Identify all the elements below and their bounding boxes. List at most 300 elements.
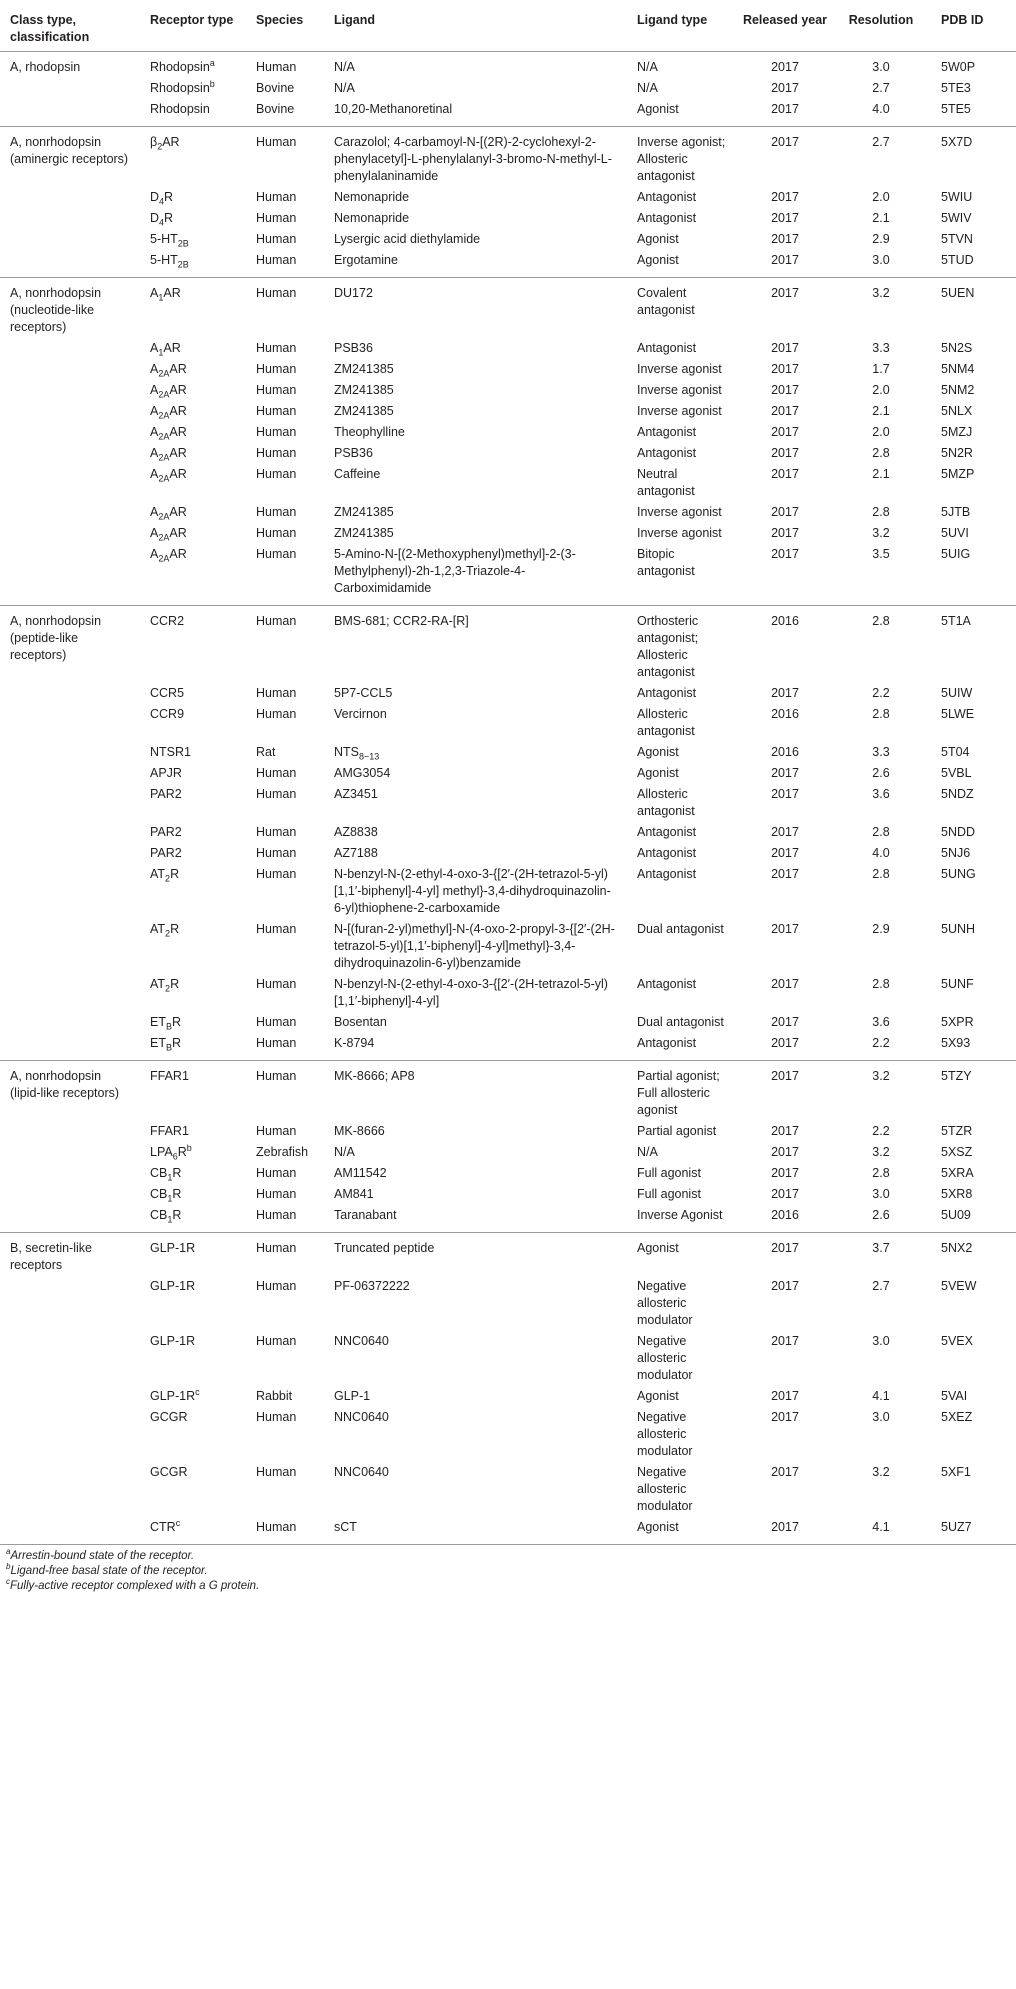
cell-pdb-id (931, 443, 1016, 464)
receptor-name: FFAR1 (150, 1124, 189, 1138)
cell-classification (0, 52, 140, 79)
receptor-suffix: R (164, 211, 174, 225)
receptor-name: A (150, 383, 159, 397)
resolution-text: 2.2 (872, 1036, 890, 1050)
pdb-id-text: 5U09 (941, 1208, 971, 1222)
species-text: Human (256, 1124, 297, 1138)
cell-ligand-type (627, 606, 739, 684)
footnote-line (6, 1564, 1016, 1579)
pdb-id-text: 5TZR (941, 1124, 973, 1138)
resolution-text: 2.0 (872, 190, 890, 204)
footnotes (0, 1549, 1016, 1594)
cell-ligand-type (627, 78, 739, 99)
receptor-subscript: 2A (158, 452, 170, 463)
receptor-name: 5-HT (150, 253, 178, 267)
cell-ligand (324, 843, 627, 864)
cell-species (246, 401, 324, 422)
header-resolution: Resolution (831, 8, 931, 52)
cell-resolution (831, 784, 931, 822)
resolution-text: 2.1 (872, 404, 890, 418)
ligand-type-text: Antagonist (637, 341, 697, 355)
receptor-subscript: 2B (177, 238, 189, 249)
cell-receptor (140, 1331, 246, 1386)
ligand-text: Carazolol; 4-carbamoyl-N-[(2R)-2-cyclohexyl-2-phenylacetyl]-L-phenylalanyl-3-bromo-N-methyl-L-phenylalaninamide (334, 135, 612, 183)
cell-classification (0, 606, 140, 684)
cell-year (739, 683, 831, 704)
cell-pdb-id (931, 974, 1016, 1012)
cell-receptor (140, 763, 246, 784)
pdb-id-text: 5VEX (941, 1334, 973, 1348)
table-row (0, 523, 1016, 544)
cell-year (739, 127, 831, 188)
cell-year (739, 1233, 831, 1277)
receptor-suffix: R (170, 867, 180, 881)
cell-pdb-id (931, 422, 1016, 443)
cell-pdb-id (931, 1184, 1016, 1205)
ligand-type-text: Inverse agonist (637, 362, 722, 376)
ligand-text: AZ7188 (334, 846, 378, 860)
cell-species (246, 919, 324, 974)
pdb-id-text: 5T04 (941, 745, 970, 759)
year-text: 2017 (771, 787, 799, 801)
cell-resolution (831, 187, 931, 208)
cell-resolution (831, 1061, 931, 1122)
pdb-id-text: 5UVI (941, 526, 969, 540)
species-text: Human (256, 341, 297, 355)
cell-year (739, 401, 831, 422)
table-row (0, 127, 1016, 188)
year-text: 2017 (771, 547, 799, 561)
cell-ligand (324, 606, 627, 684)
cell-classification (0, 1012, 140, 1033)
cell-ligand-type (627, 187, 739, 208)
species-text: Human (256, 1520, 297, 1534)
cell-resolution (831, 1331, 931, 1386)
table-row (0, 822, 1016, 843)
year-text: 2017 (771, 977, 799, 991)
receptor-suffix: R (172, 1036, 182, 1050)
ligand-type-text: Agonist (637, 102, 679, 116)
table-row (0, 52, 1016, 79)
cell-year (739, 1012, 831, 1033)
year-text: 2017 (771, 1069, 799, 1083)
cell-resolution (831, 401, 931, 422)
cell-classification (0, 784, 140, 822)
receptor-subscript: 2A (158, 368, 170, 379)
cell-ligand (324, 443, 627, 464)
cell-receptor (140, 187, 246, 208)
ligand-type-text: Negative allosteric modulator (637, 1279, 693, 1327)
footnote-line (6, 1579, 1016, 1594)
classification-text: A, nonrhodopsin (lipid-like receptors) (10, 1069, 120, 1100)
cell-classification (0, 1205, 140, 1233)
year-text: 2017 (771, 846, 799, 860)
cell-year (739, 606, 831, 684)
ligand-type-text: N/A (637, 1145, 658, 1159)
receptor-name: LPA (150, 1145, 173, 1159)
ligand-text: sCT (334, 1520, 357, 1534)
receptor-suffix: R (172, 1015, 182, 1029)
ligand-type-text: Inverse agonist (637, 404, 722, 418)
classification-text: A, nonrhodopsin (aminergic receptors) (10, 135, 129, 166)
ligand-text: DU172 (334, 286, 373, 300)
year-text: 2017 (771, 446, 799, 460)
cell-year (739, 78, 831, 99)
pdb-id-text: 5NM4 (941, 362, 975, 376)
cell-receptor (140, 1386, 246, 1407)
year-text: 2017 (771, 526, 799, 540)
cell-year (739, 278, 831, 339)
receptor-name: AT (150, 867, 166, 881)
pdb-id-text: 5WIU (941, 190, 973, 204)
resolution-text: 3.6 (872, 1015, 890, 1029)
pdb-id-text: 5UEN (941, 286, 975, 300)
cell-ligand (324, 1121, 627, 1142)
cell-ligand-type (627, 1386, 739, 1407)
receptor-name: Rhodopsin (150, 102, 210, 116)
cell-ligand-type (627, 1033, 739, 1061)
cell-classification (0, 1517, 140, 1545)
year-text: 2017 (771, 60, 799, 74)
ligand-type-text: Agonist (637, 1389, 679, 1403)
species-text: Human (256, 467, 297, 481)
header-class: Class type, classification (0, 8, 140, 52)
year-text: 2017 (771, 211, 799, 225)
footnote-mark: b (6, 1562, 11, 1572)
species-text: Human (256, 1069, 297, 1083)
cell-pdb-id (931, 78, 1016, 99)
cell-ligand (324, 502, 627, 523)
cell-ligand-type (627, 1163, 739, 1184)
cell-species (246, 843, 324, 864)
cell-ligand-type (627, 919, 739, 974)
cell-classification (0, 704, 140, 742)
table-row (0, 919, 1016, 974)
cell-receptor (140, 338, 246, 359)
cell-classification (0, 401, 140, 422)
footnote-mark: c (195, 1386, 200, 1397)
resolution-text: 2.8 (872, 977, 890, 991)
receptor-name: GCGR (150, 1410, 188, 1424)
resolution-text: 4.1 (872, 1520, 890, 1534)
species-text: Human (256, 404, 297, 418)
cell-species (246, 544, 324, 606)
ligand-text: N/A (334, 81, 355, 95)
cell-species (246, 127, 324, 188)
cell-resolution (831, 544, 931, 606)
resolution-text: 2.2 (872, 1124, 890, 1138)
table-row (0, 502, 1016, 523)
cell-year (739, 464, 831, 502)
table-row (0, 742, 1016, 763)
cell-classification (0, 1142, 140, 1163)
receptor-suffix: AR (169, 383, 187, 397)
cell-resolution (831, 763, 931, 784)
cell-year (739, 1386, 831, 1407)
cell-ligand-type (627, 1142, 739, 1163)
receptor-subscript: 1 (167, 1214, 173, 1225)
cell-ligand (324, 422, 627, 443)
species-text: Human (256, 614, 297, 628)
cell-classification (0, 229, 140, 250)
receptor-name: CCR9 (150, 707, 185, 721)
footnote-text: Arrestin-bound state of the receptor. (10, 1550, 195, 1562)
species-text: Human (256, 1241, 297, 1255)
ligand-type-text: Partial agonist (637, 1124, 717, 1138)
receptor-name: A (150, 446, 159, 460)
footnote-text: Fully-active receptor complexed with a G protein. (10, 1580, 260, 1592)
year-text: 2017 (771, 1279, 799, 1293)
cell-year (739, 229, 831, 250)
ligand-text: NTS (334, 745, 359, 759)
table-row (0, 422, 1016, 443)
ligand-text: ZM241385 (334, 362, 394, 376)
year-text: 2017 (771, 686, 799, 700)
resolution-text: 2.7 (872, 81, 890, 95)
cell-ligand-type (627, 1331, 739, 1386)
receptor-name: GLP-1R (150, 1279, 196, 1293)
ligand-type-text: Agonist (637, 745, 679, 759)
cell-resolution (831, 843, 931, 864)
cell-year (739, 864, 831, 919)
table-row (0, 1184, 1016, 1205)
year-text: 2017 (771, 102, 799, 116)
table-row (0, 1517, 1016, 1545)
year-text: 2017 (771, 1241, 799, 1255)
table-row (0, 1462, 1016, 1517)
cell-species (246, 250, 324, 278)
cell-receptor (140, 1517, 246, 1545)
resolution-text: 2.8 (872, 446, 890, 460)
cell-pdb-id (931, 864, 1016, 919)
cell-classification (0, 99, 140, 127)
cell-year (739, 544, 831, 606)
ligand-text: Lysergic acid diethylamide (334, 232, 481, 246)
cell-year (739, 1517, 831, 1545)
cell-ligand (324, 380, 627, 401)
cell-resolution (831, 422, 931, 443)
ligand-type-text: Allosteric antagonist (637, 787, 695, 818)
receptor-subscript: 2A (158, 511, 170, 522)
cell-classification (0, 1163, 140, 1184)
receptor-name: A (150, 467, 159, 481)
cell-resolution (831, 742, 931, 763)
cell-receptor (140, 208, 246, 229)
cell-pdb-id (931, 1163, 1016, 1184)
cell-pdb-id (931, 1462, 1016, 1517)
species-text: Human (256, 211, 297, 225)
cell-ligand-type (627, 127, 739, 188)
cell-species (246, 1184, 324, 1205)
species-text: Human (256, 1279, 297, 1293)
cell-species (246, 704, 324, 742)
resolution-text: 3.5 (872, 547, 890, 561)
ligand-type-text: Partial agonist; Full allosteric agonist (637, 1069, 720, 1117)
ligand-type-text: Orthosteric antagonist; Allosteric antagonist (637, 614, 699, 679)
cell-ligand (324, 1033, 627, 1061)
cell-classification (0, 864, 140, 919)
resolution-text: 2.8 (872, 614, 890, 628)
resolution-text: 3.0 (872, 253, 890, 267)
receptor-subscript: 2 (157, 141, 163, 152)
year-text: 2017 (771, 286, 799, 300)
table-row (0, 99, 1016, 127)
receptor-suffix: R (170, 977, 180, 991)
ligand-type-text: Covalent antagonist (637, 286, 695, 317)
receptor-suffix: AR (169, 404, 187, 418)
resolution-text: 2.8 (872, 867, 890, 881)
cell-classification (0, 359, 140, 380)
cell-species (246, 359, 324, 380)
year-text: 2017 (771, 922, 799, 936)
cell-ligand-type (627, 1407, 739, 1462)
cell-receptor (140, 1142, 246, 1163)
ligand-text: AZ3451 (334, 787, 378, 801)
receptor-suffix: AR (169, 467, 187, 481)
receptor-subscript: 2A (158, 431, 170, 442)
pdb-id-text: 5NM2 (941, 383, 975, 397)
resolution-text: 3.2 (872, 1465, 890, 1479)
cell-classification (0, 464, 140, 502)
table-row (0, 683, 1016, 704)
receptor-suffix: R (172, 1166, 182, 1180)
cell-pdb-id (931, 1276, 1016, 1331)
receptor-suffix: AR (169, 526, 187, 540)
cell-receptor (140, 1233, 246, 1277)
resolution-text: 3.2 (872, 526, 890, 540)
cell-species (246, 1462, 324, 1517)
resolution-text: 2.8 (872, 825, 890, 839)
cell-year (739, 1407, 831, 1462)
footnote-mark: b (186, 1142, 192, 1153)
cell-receptor (140, 229, 246, 250)
receptor-subscript: 1 (158, 292, 164, 303)
resolution-text: 2.8 (872, 505, 890, 519)
cell-receptor (140, 443, 246, 464)
receptor-name: AT (150, 922, 166, 936)
ligand-subscript: 8−13 (359, 751, 380, 762)
cell-species (246, 1386, 324, 1407)
cell-pdb-id (931, 278, 1016, 339)
cell-year (739, 763, 831, 784)
receptor-name: Rhodopsin (150, 81, 210, 95)
cell-year (739, 1184, 831, 1205)
cell-species (246, 523, 324, 544)
receptor-suffix: R (164, 190, 174, 204)
receptor-name: GLP-1R (150, 1334, 196, 1348)
resolution-text: 4.0 (872, 846, 890, 860)
pdb-id-text: 5XR8 (941, 1187, 973, 1201)
cell-year (739, 1163, 831, 1184)
ligand-type-text: Dual antagonist (637, 1015, 724, 1029)
ligand-text: N-benzyl-N-(2-ethyl-4-oxo-3-{[2′-(2H-tetrazol-5-yl)[1,1′-biphenyl]-4-yl] (334, 977, 608, 1008)
receptor-subscript: 6 (172, 1151, 178, 1162)
cell-resolution (831, 606, 931, 684)
receptor-name: D (150, 190, 160, 204)
ligand-type-text: Agonist (637, 766, 679, 780)
receptor-name: A (150, 526, 159, 540)
species-text: Human (256, 846, 297, 860)
cell-classification (0, 1331, 140, 1386)
cell-classification (0, 1233, 140, 1277)
cell-ligand (324, 1163, 627, 1184)
ligand-type-text: Antagonist (637, 867, 697, 881)
cell-receptor (140, 742, 246, 763)
ligand-text: Vercirnon (334, 707, 387, 721)
cell-ligand (324, 127, 627, 188)
cell-ligand-type (627, 742, 739, 763)
cell-resolution (831, 822, 931, 843)
cell-species (246, 422, 324, 443)
cell-ligand (324, 52, 627, 79)
footnote-mark: c (6, 1577, 10, 1587)
table-row (0, 784, 1016, 822)
receptor-subscript: 4 (159, 196, 165, 207)
cell-receptor (140, 250, 246, 278)
ligand-text: ZM241385 (334, 505, 394, 519)
pdb-id-text: 5NDD (941, 825, 976, 839)
cell-receptor (140, 1205, 246, 1233)
cell-classification (0, 78, 140, 99)
cell-pdb-id (931, 1407, 1016, 1462)
table-row (0, 464, 1016, 502)
cell-classification (0, 208, 140, 229)
receptor-subscript: 1 (167, 1193, 173, 1204)
ligand-text: ZM241385 (334, 526, 394, 540)
cell-pdb-id (931, 464, 1016, 502)
cell-ligand (324, 822, 627, 843)
ligand-text: Theophylline (334, 425, 405, 439)
classification-text: A, nonrhodopsin (peptide-like receptors) (10, 614, 102, 662)
table-row (0, 1121, 1016, 1142)
cell-receptor (140, 380, 246, 401)
species-text: Human (256, 1465, 297, 1479)
species-text: Bovine (256, 102, 295, 116)
cell-pdb-id (931, 1386, 1016, 1407)
cell-ligand (324, 338, 627, 359)
cell-species (246, 278, 324, 339)
species-text: Human (256, 505, 297, 519)
year-text: 2017 (771, 766, 799, 780)
cell-pdb-id (931, 127, 1016, 188)
cell-pdb-id (931, 544, 1016, 606)
receptor-name: AT (150, 977, 166, 991)
ligand-type-text: Antagonist (637, 446, 697, 460)
cell-pdb-id (931, 784, 1016, 822)
receptor-name: ET (150, 1015, 166, 1029)
ligand-text: NNC0640 (334, 1334, 389, 1348)
receptor-name: CB (150, 1208, 168, 1222)
pdb-id-text: 5TZY (941, 1069, 972, 1083)
pdb-id-text: 5XSZ (941, 1145, 973, 1159)
resolution-text: 3.0 (872, 1187, 890, 1201)
footnote-mark: a (209, 57, 215, 68)
cell-pdb-id (931, 1033, 1016, 1061)
cell-classification (0, 187, 140, 208)
species-text: Rabbit (256, 1389, 293, 1403)
cell-species (246, 52, 324, 79)
cell-receptor (140, 502, 246, 523)
receptor-name: A (150, 341, 159, 355)
year-text: 2017 (771, 404, 799, 418)
cell-classification (0, 523, 140, 544)
resolution-text: 2.6 (872, 766, 890, 780)
cell-year (739, 1033, 831, 1061)
pdb-id-text: 5N2R (941, 446, 973, 460)
cell-ligand (324, 974, 627, 1012)
pdb-id-text: 5UIW (941, 686, 973, 700)
pdb-id-text: 5NJ6 (941, 846, 971, 860)
